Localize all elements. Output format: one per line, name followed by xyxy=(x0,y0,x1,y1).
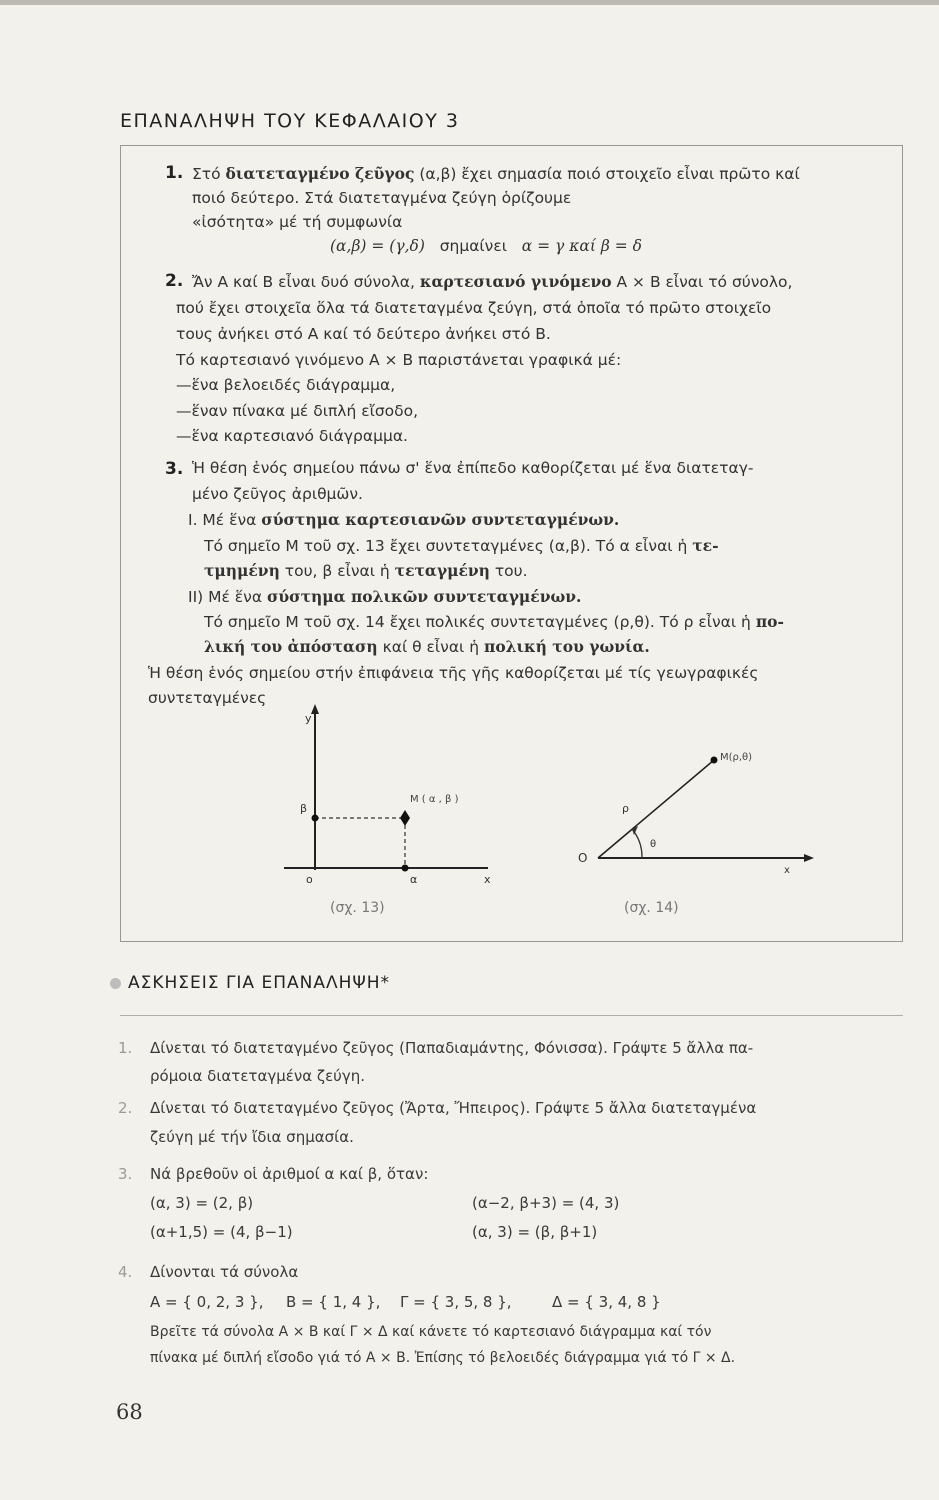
exercise-4-set-a: Α = { 0, 2, 3 }, xyxy=(150,1293,264,1311)
point-m xyxy=(711,757,718,764)
beta-point xyxy=(312,815,319,822)
summary-item-3-sub-2-line-2: λική του ἀπόσταση καί θ εἶναι ἡ πολική του γωνία. xyxy=(204,637,650,656)
exercise-4-set-g: Γ = { 3, 5, 8 }, xyxy=(400,1293,512,1311)
figure-14-polar xyxy=(570,740,840,920)
exercise-1-number: 1. xyxy=(118,1039,133,1057)
summary-item-3-line-2: μένο ζεῦγος ἀριθμῶν. xyxy=(192,485,363,503)
exercise-2-line-1: Δίνεται τό διατεταγμένο ζεῦγος (Ἄρτα, Ἤπειρος). Γράψτε 5 ἄλλα διατεταγμένα xyxy=(150,1099,757,1117)
section-bullet-icon xyxy=(110,978,121,989)
summary-item-3-sub-1-line-2: τμημένη του, β εἶναι ἡ τεταγμένη του. xyxy=(204,561,528,580)
polar-x-label: x xyxy=(784,865,790,876)
exercise-1-line-2: ρόμοια διατεταγμένα ζεύγη. xyxy=(150,1067,366,1085)
rho-label: ρ xyxy=(622,802,629,815)
page-number: 68 xyxy=(116,1400,143,1424)
y-axis-arrow xyxy=(311,704,319,714)
summary-item-3-sub-2-line-1: Τό σημεῖο Μ τοῦ σχ. 14 ἔχει πολικές συντεταγμένες (ρ,θ). Τό ρ εἶναι ἡ πο- xyxy=(204,612,784,631)
exercise-3-equation-1: (α, 3) = (2, β) xyxy=(150,1194,254,1212)
point-m-label: Μ ( α , β ) xyxy=(410,794,459,805)
chapter-title: ΕΠΑΝΑΛΗΨΗ ΤΟΥ ΚΕΦΑΛΑΙΟΥ 3 xyxy=(120,110,460,132)
polar-origin-label: O xyxy=(578,851,588,865)
y-axis-label: y xyxy=(305,712,312,725)
x-axis-label: x xyxy=(484,873,491,886)
exercise-3-equation-2: (α−2, β+3) = (4, 3) xyxy=(472,1194,620,1212)
beta-label: β xyxy=(300,802,308,815)
exercise-4-line-1: Δίνονται τά σύνολα xyxy=(150,1263,299,1281)
exercise-2-number: 2. xyxy=(118,1099,133,1117)
point-m-polar-label: Μ(ρ,θ) xyxy=(720,752,753,763)
summary-item-2-line-5: —ἕνα βελοειδές διάγραμμα, xyxy=(176,376,396,394)
summary-item-1-line-1: Στό διατεταγμένο ζεῦγος (α,β) ἔχει σημασία ποιό στοιχεῖο εἶναι πρῶτο καί xyxy=(192,164,800,183)
exercise-4-line-3: Βρεῖτε τά σύνολα Α × Β καί Γ × Δ καί κάνετε τό καρτεσιανό διάγραμμα καί τόν xyxy=(150,1324,712,1340)
origin-label: o xyxy=(306,873,313,886)
summary-item-2-line-7: —ἕνα καρτεσιανό διάγραμμα. xyxy=(176,427,408,445)
polar-axis-arrow xyxy=(804,854,814,862)
exercise-4-line-4: πίνακα μέ διπλή εἴσοδο γιά τό Α × Β. Ἐπίσης τό βελοειδές διάγραμμα γιά τό Γ × Δ. xyxy=(150,1350,736,1366)
exercise-3-equation-3: (α+1,5) = (4, β−1) xyxy=(150,1223,293,1241)
exercise-3-equation-4: (α, 3) = (β, β+1) xyxy=(472,1223,598,1241)
exercises-title: ΑΣΚΗΣΕΙΣ ΓΙΑ ΕΠΑΝΑΛΗΨΗ* xyxy=(128,973,391,993)
exercise-2-line-2: ζεύγη μέ τήν ἴδια σημασία. xyxy=(150,1128,354,1146)
summary-item-2-line-1: Ἄν Α καί Β εἶναι δυό σύνολα, καρτεσιανό γινόμενο Α × Β εἶναι τό σύνολο, xyxy=(192,272,793,291)
figure-14-caption: (σχ. 14) xyxy=(624,900,679,916)
summary-item-2-line-4: Τό καρτεσιανό γινόμενο Α × Β παριστάνεται γραφικά μέ: xyxy=(176,351,622,369)
top-border-rule xyxy=(0,0,939,5)
exercise-4-set-d: Δ = { 3, 4, 8 } xyxy=(552,1293,661,1311)
summary-item-1-number: 1. xyxy=(165,163,184,183)
summary-item-1-line-4: (α,β) = (γ,δ) σημαίνει α = γ καί β = δ xyxy=(330,237,643,255)
figure-13-caption: (σχ. 13) xyxy=(330,900,385,916)
exercise-4-number: 4. xyxy=(118,1263,133,1281)
summary-item-2-number: 2. xyxy=(165,271,184,291)
summary-item-3-sub-2-heading: ΙΙ) Μέ ἕνα σύστημα πολικῶν συντεταγμένων. xyxy=(188,587,582,606)
figure-13-cartesian xyxy=(270,700,510,920)
exercise-4-set-b: Β = { 1, 4 }, xyxy=(286,1293,381,1311)
summary-item-2-line-6: —ἕναν πίνακα μέ διπλή εἴσοδο, xyxy=(176,402,419,420)
summary-item-3-number: 3. xyxy=(165,459,184,479)
summary-item-3-sub-1-heading: Ι. Μέ ἕνα σύστημα καρτεσιανῶν συντεταγμένων. xyxy=(188,510,620,529)
point-m-marker xyxy=(400,810,410,826)
summary-closing-line-1: Ἡ θέση ἑνός σημείου στήν ἐπιφάνεια τῆς γῆς καθορίζεται μέ τίς γεωγραφικές xyxy=(148,664,759,682)
exercise-1-line-1: Δίνεται τό διατεταγμένο ζεῦγος (Παπαδιαμάντης, Φόνισσα). Γράψτε 5 ἄλλα πα- xyxy=(150,1039,754,1057)
alpha-label: α xyxy=(410,873,418,886)
exercise-3-number: 3. xyxy=(118,1165,133,1183)
summary-closing-line-2: συντεταγμένες xyxy=(148,689,267,707)
summary-item-2-line-2: πού ἔχει στοιχεῖα ὅλα τά διατεταγμένα ζεύγη, στά ὁποῖα τό πρῶτο στοιχεῖο xyxy=(176,299,772,317)
summary-item-1-line-3: «ἰσότητα» μέ τή συμφωνία xyxy=(192,213,403,231)
exercise-3-line-1: Νά βρεθοῦν οἱ ἀριθμοί α καί β, ὅταν: xyxy=(150,1165,429,1183)
summary-item-1-line-2: ποιό δεύτερο. Στά διατεταγμένα ζεύγη ὁρίζουμε xyxy=(192,189,572,207)
alpha-point xyxy=(402,865,409,872)
summary-item-3-line-1: Ἡ θέση ἑνός σημείου πάνω σ' ἕνα ἐπίπεδο καθορίζεται μέ ἕνα διατεταγ- xyxy=(192,459,754,477)
summary-item-3-sub-1-line-1: Τό σημεῖο Μ τοῦ σχ. 13 ἔχει συντεταγμένες (α,β). Τό α εἶναι ἡ τε- xyxy=(204,536,719,555)
theta-label: θ xyxy=(650,839,657,850)
summary-item-2-line-3: τους ἀνήκει στό Α καί τό δεύτερο ἀνήκει στό Β. xyxy=(176,325,551,343)
exercises-divider xyxy=(120,1015,903,1016)
